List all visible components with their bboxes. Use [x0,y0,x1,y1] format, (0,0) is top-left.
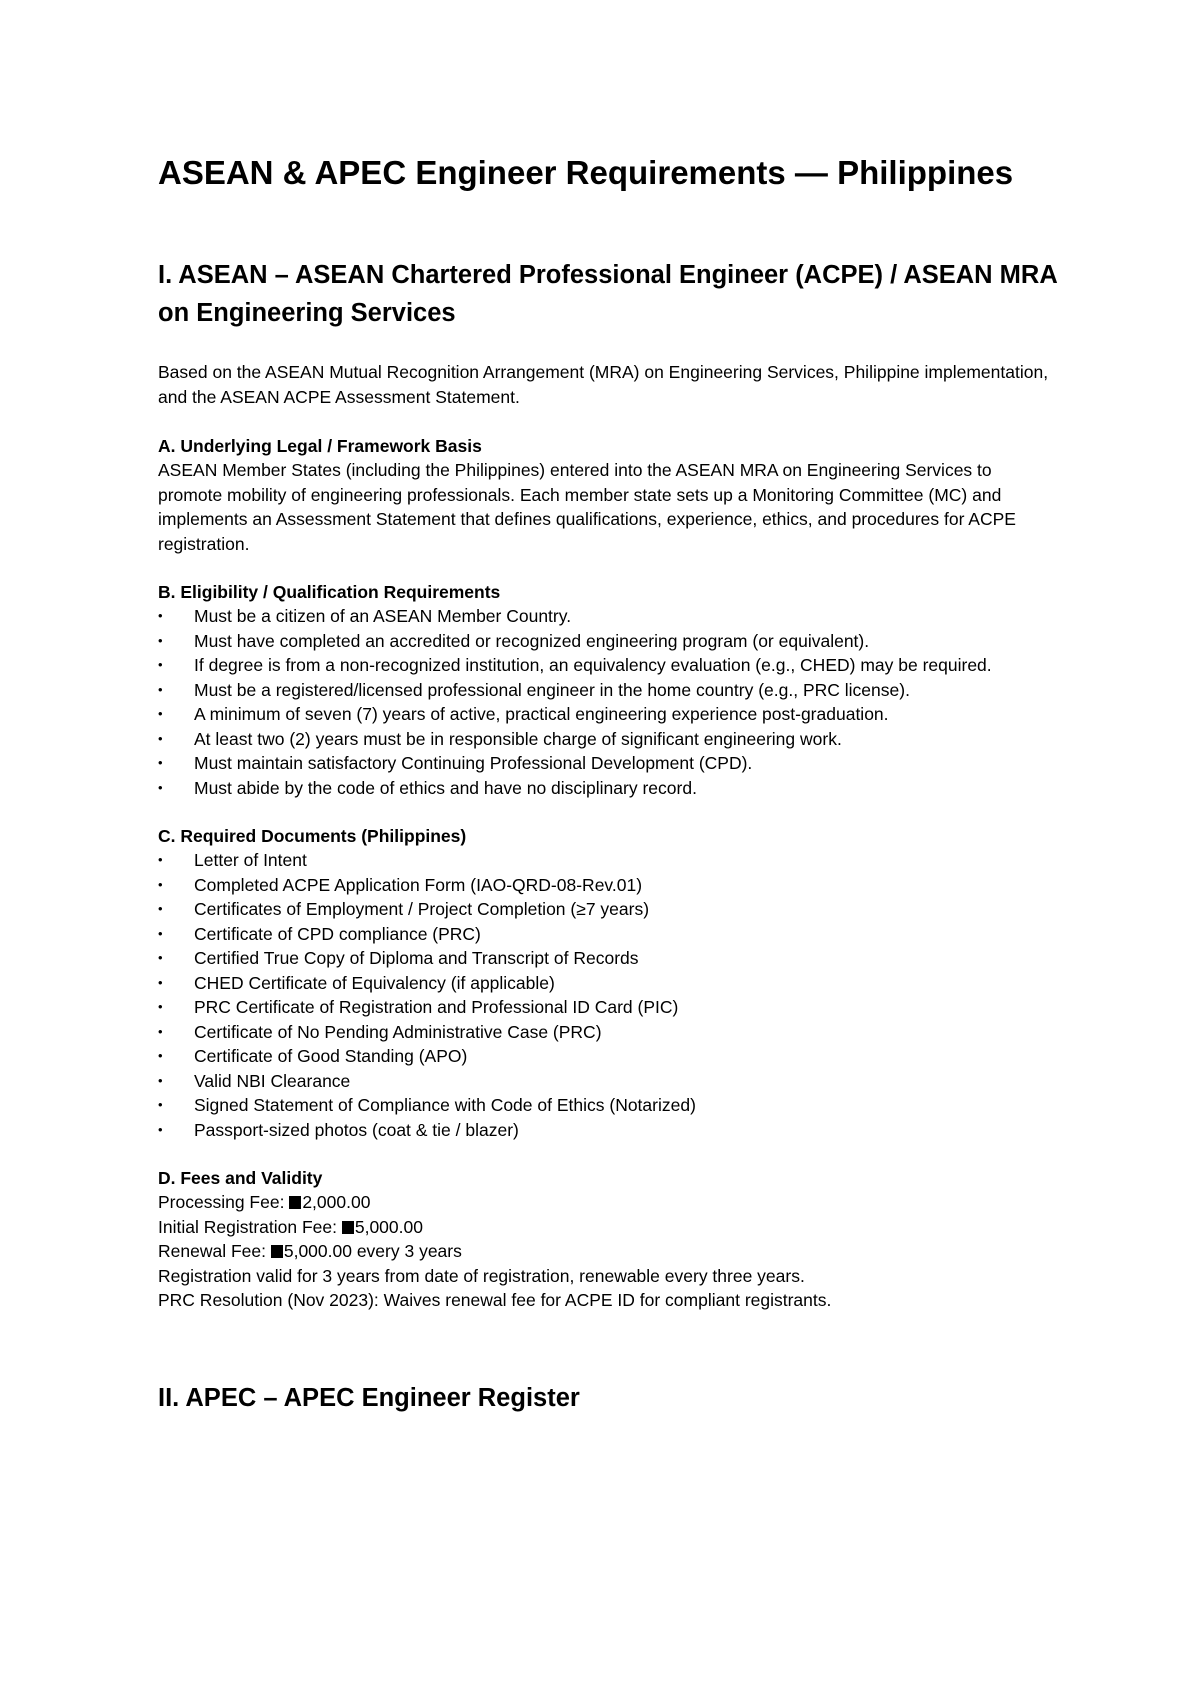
list-item: • Completed ACPE Application Form (IAO-QRD-08-Rev.01) [158,873,1058,898]
list-item: • Certificate of Good Standing (APO) [158,1044,1058,1069]
bullet-icon: • [158,632,163,648]
initial-registration-fee: Initial Registration Fee: 5,000.00 [158,1216,423,1237]
list-item: • If degree is from a non-recognized institution, an equivalency evaluation (e.g., CHED) may be required. [158,653,1058,678]
section-1-intro: Based on the ASEAN Mutual Recognition Arrangement (MRA) on Engineering Services, Philippine implementation, and the ASEAN ACPE Assessment Statement. [158,362,1049,407]
subsection-d-title: D. Fees and Validity [158,1168,323,1188]
list-item: • At least two (2) years must be in responsible charge of significant engineering work. [158,727,1058,752]
bullet-icon: • [158,657,163,672]
list-item: • Must be a citizen of an ASEAN Member Country. [158,604,1058,629]
subsection-b-title: B. Eligibility / Qualification Requirements [158,582,501,602]
subsection-c-title: C. Required Documents (Philippines) [158,826,467,846]
bullet-icon: • [158,730,163,746]
bullet-icon: • [158,1072,163,1088]
bullet-icon: • [158,755,163,770]
registration-validity: Registration valid for 3 years from date of registration, renewable every three years. [158,1265,805,1286]
bullet-icon: • [158,1097,163,1112]
bullet-icon: • [158,950,163,965]
list-item: • CHED Certificate of Equivalency (if applicable) [158,971,1058,996]
document-page [158,150,1058,1417]
subsection-b [158,580,1058,800]
list-item: • Must be a registered/licensed professional engineer in the home country (e.g., PRC license). [158,678,1058,703]
document-title: ASEAN & APEC Engineer Requirements — Philippines [158,154,1014,191]
list-item: • Certificates of Employment / Project Completion (≥7 years) [158,897,1058,922]
list-item: • PRC Certificate of Registration and Professional ID Card (PIC) [158,995,1058,1020]
list-item: • Passport-sized photos (coat & tie / blazer) [158,1118,1058,1143]
prc-resolution: PRC Resolution (Nov 2023): Waives renewal fee for ACPE ID for compliant registrants. [158,1290,832,1310]
list-item: • Certificate of CPD compliance (PRC) [158,922,1058,947]
bullet-icon: • [158,1023,163,1039]
bullet-icon: • [158,1048,163,1063]
eligibility-list [158,604,1058,800]
peso-sign-icon [271,1245,283,1258]
renewal-fee: Renewal Fee: 5,000.00 every 3 years [158,1241,462,1261]
bullet-icon: • [158,706,163,721]
list-item: • Must abide by the code of ethics and have no disciplinary record. [158,776,1058,801]
list-item: • Must maintain satisfactory Continuing Professional Development (CPD). [158,751,1058,776]
processing-fee: Processing Fee: 2,000.00 [158,1192,371,1212]
bullet-icon: • [158,779,163,795]
bullet-icon: • [158,876,163,892]
peso-sign-icon [342,1221,354,1234]
subsection-a-text: ASEAN Member States (including the Philippines) entered into the ASEAN MRA on Engineering Services to promote mobility of engineering professionals. Each member state sets up a Monitoring Committee (MC) and implements an Assessment Statement that defines qualifications, experience, ethics, and procedures for ACPE registration. [158,460,1016,554]
list-item: • A minimum of seven (7) years of active, practical engineering experience post-graduation. [158,702,1058,727]
subsection-c [158,824,1058,1142]
documents-list [158,848,1058,1142]
bullet-icon: • [158,681,163,697]
list-item: • Valid NBI Clearance [158,1069,1058,1094]
bullet-icon: • [158,901,163,916]
subsection-a [158,434,1058,556]
subsection-d [158,1166,1058,1313]
section-2-heading: II. APEC – APEC Engineer Register [158,1383,580,1412]
subsection-a-title: A. Underlying Legal / Framework Basis [158,436,482,456]
bullet-icon: • [158,999,163,1014]
bullet-icon: • [158,974,163,990]
section-1-heading: I. ASEAN – ASEAN Chartered Professional Engineer (ACPE) / ASEAN MRA on Engineering Services [158,261,1057,327]
bullet-icon: • [158,925,163,941]
list-item: • Certified True Copy of Diploma and Transcript of Records [158,946,1058,971]
list-item: • Signed Statement of Compliance with Code of Ethics (Notarized) [158,1093,1058,1118]
list-item: • Certificate of No Pending Administrative Case (PRC) [158,1020,1058,1045]
bullet-icon: • [158,608,163,623]
peso-sign-icon [289,1196,301,1209]
bullet-icon: • [158,1121,163,1137]
list-item: • Must have completed an accredited or recognized engineering program (or equivalent). [158,629,1058,654]
list-item: • Letter of Intent [158,848,1058,873]
bullet-icon: • [158,852,163,867]
